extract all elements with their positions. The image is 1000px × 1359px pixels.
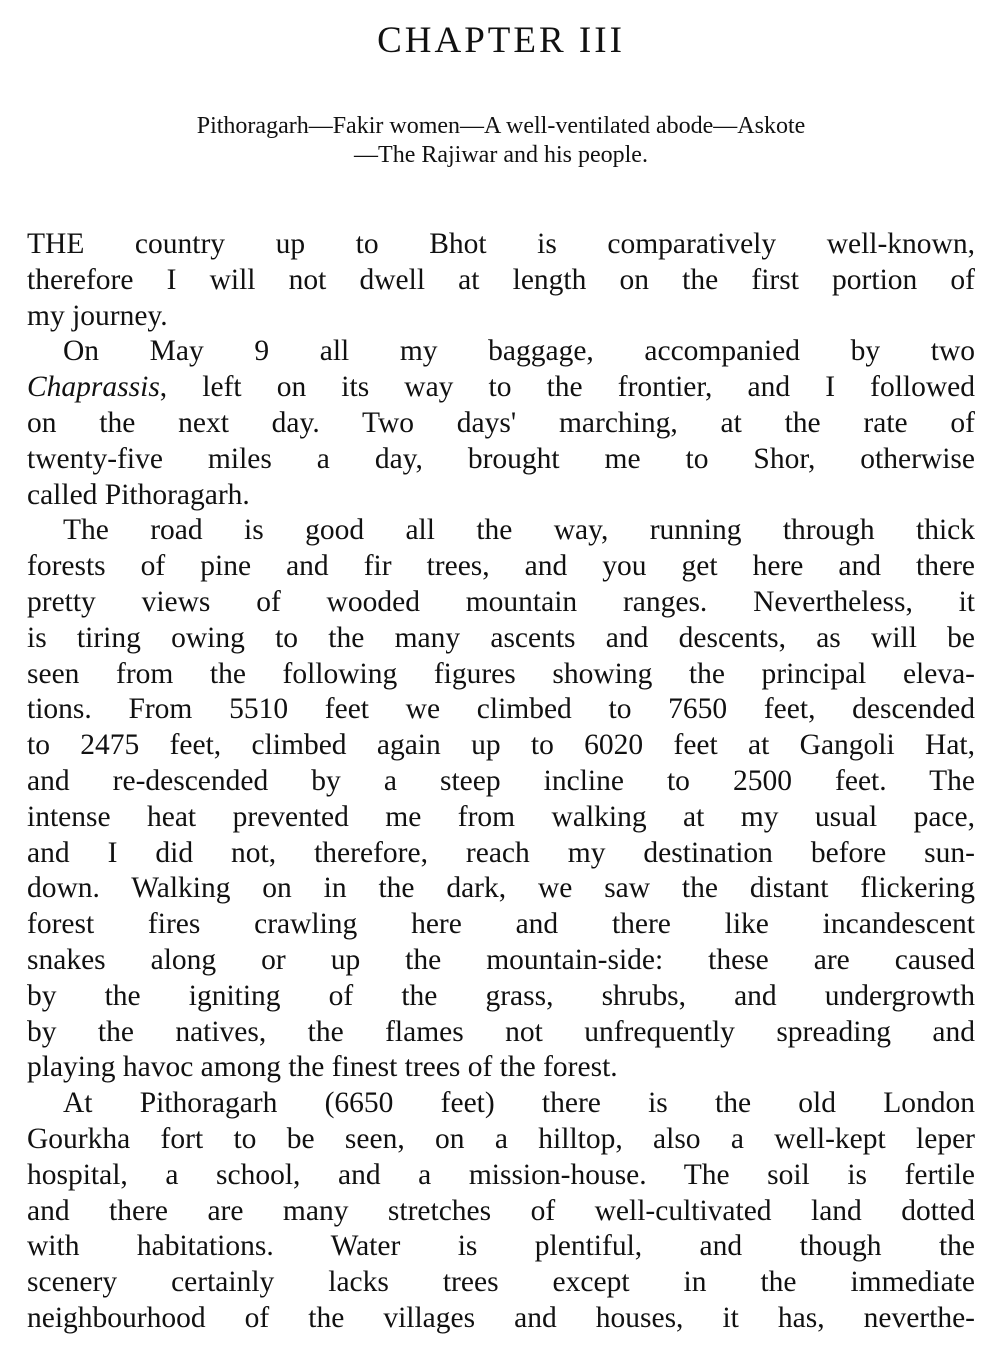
text-line: and re-descended by a steep incline to 2500 feet. The xyxy=(27,764,975,797)
text-line: and I did not, therefore, reach my destination before sun- xyxy=(27,836,975,869)
text-line: THE country up to Bhot is comparatively well-known, xyxy=(27,228,975,260)
chapter-synopsis xyxy=(27,112,975,170)
text-line: on the next day. Two days' marching, at the rate of xyxy=(27,406,975,439)
paragraph-1 xyxy=(27,227,975,334)
text-line: therefore I will not dwell at length on the first portion of xyxy=(27,263,975,296)
text-line: Gourkha fort to be seen, on a hilltop, also a well-kept leper xyxy=(27,1122,975,1155)
text-line: and there are many stretches of well-cultivated land dotted xyxy=(27,1194,975,1227)
text-line: pretty views of wooded mountain ranges. Nevertheless, it xyxy=(27,585,975,618)
text-line: hospital, a school, and a mission-house. The soil is fertile xyxy=(27,1158,975,1191)
text-line: forests of pine and fir trees, and you get here and there xyxy=(27,550,975,583)
text-line: called Pithoragarh. xyxy=(27,478,250,511)
text-line: with habitations. Water is plentiful, and though the xyxy=(27,1230,975,1263)
text-line: At Pithoragarh (6650 feet) there is the old London xyxy=(63,1087,975,1120)
text-line: The road is good all the way, running through thick xyxy=(63,514,975,547)
book-page xyxy=(27,18,975,1337)
text-line: by the natives, the flames not unfrequently spreading and xyxy=(27,1015,975,1048)
text-line: my journey. xyxy=(27,299,168,332)
synopsis-line-1: Pithoragarh—Fakir women—A well-ventilated abode—Askote xyxy=(196,113,806,139)
text-line: playing havoc among the finest trees of the forest. xyxy=(27,1051,618,1084)
text-line: tions. From 5510 feet we climbed to 7650 feet, descended xyxy=(27,693,975,726)
text-line: snakes along or up the mountain-side: these are caused xyxy=(27,943,975,976)
paragraph-4 xyxy=(27,1086,975,1337)
text-line: to 2475 feet, climbed again up to 6020 feet at Gangoli Hat, xyxy=(27,729,975,762)
text-line: is tiring owing to the many ascents and descents, as will be xyxy=(27,621,975,654)
body-text xyxy=(27,227,975,1337)
synopsis-line-2: —The Rajiwar and his people. xyxy=(354,142,648,168)
text-line: Chaprassis, left on its way to the frontier, and I followed xyxy=(27,371,975,404)
text-line: neighbourhood of the villages and houses, it has, neverthe- xyxy=(27,1301,975,1334)
text-line: by the igniting of the grass, shrubs, and undergrowth xyxy=(27,979,975,1012)
paragraph-3 xyxy=(27,513,975,1086)
paragraph-2 xyxy=(27,334,975,513)
chapter-heading: CHAPTER III xyxy=(377,20,625,61)
text-line: twenty-five miles a day, brought me to Shor, otherwise xyxy=(27,442,975,475)
text-line: On May 9 all my baggage, accompanied by two xyxy=(63,335,975,368)
text-line: forest fires crawling here and there like incandescent xyxy=(27,908,975,941)
text-line: down. Walking on in the dark, we saw the distant flickering xyxy=(27,872,975,905)
text-line: intense heat prevented me from walking at my usual pace, xyxy=(27,800,975,833)
text-line: scenery certainly lacks trees except in the immediate xyxy=(27,1266,975,1299)
text-line: seen from the following figures showing the principal eleva- xyxy=(27,657,975,690)
